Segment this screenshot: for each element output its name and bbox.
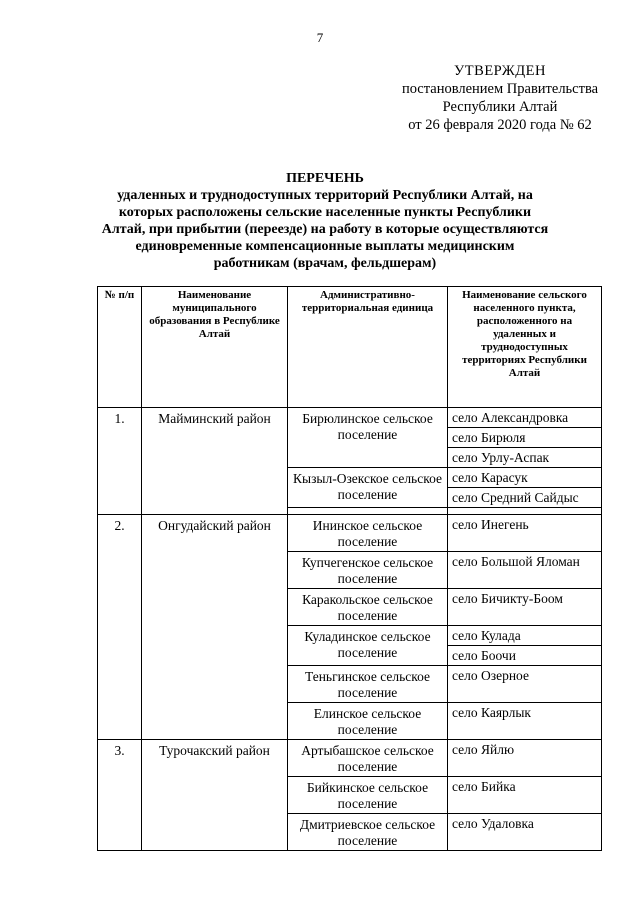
admin-unit: Артыбашское сельское поселение xyxy=(288,740,448,777)
approval-line-1: постановлением Правительства xyxy=(401,81,599,97)
header-municipality: Наименование муниципального образования в Республике Алтай xyxy=(142,287,288,408)
district-name: Майминский район xyxy=(142,408,288,515)
row-num: 3. xyxy=(98,740,142,851)
title-line-4: единовременные компенсационные выплаты медицинским xyxy=(135,239,515,254)
page-number: 7 xyxy=(316,30,324,45)
admin-unit: Теньгинское сельское поселение xyxy=(288,666,448,703)
admin-unit: Каракольское сельское поселение xyxy=(288,589,448,626)
settlement: село Кулада xyxy=(448,626,602,646)
settlement: село Карасук xyxy=(448,468,602,488)
row-num: 1. xyxy=(98,408,142,515)
spacer-cell xyxy=(448,508,602,515)
admin-unit: Бийкинское сельское поселение xyxy=(288,777,448,814)
admin-unit: Кызыл-Озекское сельское поселение xyxy=(288,468,448,508)
territories-table xyxy=(97,286,602,851)
title-heading: ПЕРЕЧЕНЬ xyxy=(286,171,364,186)
settlement: село Бирюля xyxy=(448,428,602,448)
approval-heading: УТВЕРЖДЕН xyxy=(454,63,546,79)
settlement: село Александровка xyxy=(448,408,602,428)
district-name: Онгудайский район xyxy=(142,515,288,740)
approval-stamp xyxy=(380,62,620,134)
settlement: село Боочи xyxy=(448,646,602,666)
title-line-1: удаленных и труднодоступных территорий Республики Алтай, на xyxy=(117,188,533,203)
table-header-row xyxy=(98,287,602,408)
admin-unit: Елинское сельское поселение xyxy=(288,703,448,740)
settlement: село Урлу-Аспак xyxy=(448,448,602,468)
table-row xyxy=(98,515,602,552)
header-num: № п/п xyxy=(98,287,142,408)
title-line-5: работникам (врачам, фельдшерам) xyxy=(213,256,437,271)
table-row xyxy=(98,740,602,777)
settlement: село Инегень xyxy=(448,515,602,552)
title-line-3: Алтай, при прибытии (переезде) на работу в которые осуществляются xyxy=(101,222,549,237)
district-name: Турочакский район xyxy=(142,740,288,851)
row-num: 2. xyxy=(98,515,142,740)
settlement: село Удаловка xyxy=(448,814,602,851)
settlement: село Большой Яломан xyxy=(448,552,602,589)
admin-unit: Ининское сельское поселение xyxy=(288,515,448,552)
settlement: село Каярлык xyxy=(448,703,602,740)
admin-unit: Купчегенское сельское поселение xyxy=(288,552,448,589)
settlement: село Озерное xyxy=(448,666,602,703)
spacer-cell xyxy=(288,508,448,515)
admin-unit: Дмитриевское сельское поселение xyxy=(288,814,448,851)
settlement: село Бичикту-Боом xyxy=(448,589,602,626)
settlement: село Средний Сайдыс xyxy=(448,488,602,508)
table-row xyxy=(98,408,602,428)
settlement: село Бийка xyxy=(448,777,602,814)
approval-line-2: Республики Алтай xyxy=(442,99,558,115)
document-title xyxy=(90,170,560,272)
approval-line-3: от 26 февраля 2020 года № 62 xyxy=(408,117,592,133)
header-unit: Административно-территориальная единица xyxy=(288,287,448,408)
header-settlement: Наименование сельского населенного пункта, расположенного на удаленных и труднодоступных территориях Республики Алтай xyxy=(448,287,602,408)
admin-unit: Бирюлинское сельское поселение xyxy=(288,408,448,468)
settlement: село Яйлю xyxy=(448,740,602,777)
admin-unit: Куладинское сельское поселение xyxy=(288,626,448,666)
title-line-2: которых расположены сельские населенные пункты Республики xyxy=(118,205,532,220)
